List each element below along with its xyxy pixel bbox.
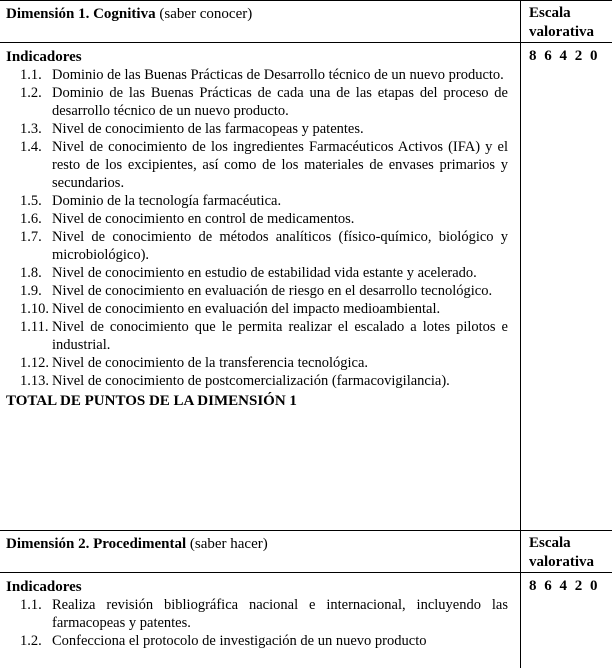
indicator-text: Nivel de conocimiento que le permita realizar el escalado a lotes pilotos e industrial. (52, 318, 508, 354)
dimension-2-indicators-cell (0, 573, 521, 668)
dimension-2-indicators-label: Indicadores (6, 578, 514, 596)
dimension-1-scale-values: 8 6 4 2 0 (529, 48, 598, 64)
dimension-1-indicator-item (6, 372, 514, 390)
dimension-2-title-bold: Dimensión 2. Procedimental (6, 536, 186, 552)
indicator-text: Nivel de conocimiento en control de medicamentos. (52, 210, 508, 228)
dimension-1-title-normal: (saber conocer) (156, 6, 253, 22)
dimension-2-table (0, 530, 612, 668)
dimension-1-indicator-item (6, 354, 514, 372)
dimension-1-indicator-item (6, 318, 514, 354)
dimension-1-indicator-item (6, 84, 514, 120)
indicator-text: Nivel de conocimiento de postcomercialización (farmacovigilancia). (52, 372, 508, 390)
dimension-2-scale-values: 8 6 4 2 0 (529, 578, 598, 594)
indicator-number: 1.12. (6, 354, 52, 372)
indicator-text: Nivel de conocimiento de los ingredientes Farmacéuticos Activos (IFA) y el resto de los excipientes, así como de los materiales de envases primarios y secundarios. (52, 138, 508, 192)
indicator-text: Nivel de conocimiento de métodos analíticos (físico-químico, biológico y microbiológico). (52, 228, 508, 264)
indicator-number: 1.10. (6, 300, 52, 318)
dimension-1-title-bold: Dimensión 1. Cognitiva (6, 6, 156, 22)
indicator-text: Dominio de las Buenas Prácticas de Desarrollo técnico de un nuevo producto. (52, 66, 508, 84)
dimension-2-indicator-item (6, 596, 514, 632)
indicator-number: 1.4. (6, 138, 52, 192)
dimension-2-header-row (0, 531, 612, 573)
indicator-text: Nivel de conocimiento en estudio de estabilidad vida estante y acelerado. (52, 264, 508, 282)
dimension-2-indicator-item (6, 632, 514, 650)
indicator-number: 1.11. (6, 318, 52, 354)
indicator-number: 1.3. (6, 120, 52, 138)
dimension-1-indicator-item (6, 138, 514, 192)
dimension-2-body-row (0, 573, 612, 668)
dimension-1-indicator-item (6, 228, 514, 264)
dimension-1-body-row (0, 43, 612, 537)
indicator-number: 1.8. (6, 264, 52, 282)
dimension-1-indicator-item (6, 264, 514, 282)
dimension-1-scale-header: Escala valorativa (521, 1, 612, 43)
indicator-number: 1.2. (6, 632, 52, 650)
dimension-1-scale-cell (521, 43, 612, 537)
dimension-2-indicator-list (6, 596, 514, 650)
dimension-1-indicator-item (6, 282, 514, 300)
dimension-2-title (0, 531, 521, 573)
dimension-2-scale-cell (521, 573, 612, 668)
indicator-number: 1.5. (6, 192, 52, 210)
indicator-text: Dominio de la tecnología farmacéutica. (52, 192, 508, 210)
dimension-1-indicator-list (6, 66, 514, 390)
dimension-1-indicators-cell (0, 43, 521, 537)
indicator-number: 1.7. (6, 228, 52, 264)
dimension-1-title (0, 1, 521, 43)
indicator-text: Nivel de conocimiento en evaluación de riesgo en el desarrollo tecnológico. (52, 282, 508, 300)
dimension-1-indicators-label: Indicadores (6, 48, 514, 66)
indicator-number: 1.9. (6, 282, 52, 300)
indicator-number: 1.13. (6, 372, 52, 390)
indicator-text: Nivel de conocimiento de la transferencia tecnológica. (52, 354, 508, 372)
dimension-1-indicator-item (6, 300, 514, 318)
dimension-1-header-row (0, 1, 612, 43)
dimension-1-indicator-item (6, 192, 514, 210)
indicator-number: 1.1. (6, 66, 52, 84)
dimension-1-total-label: TOTAL DE PUNTOS DE LA DIMENSIÓN 1 (6, 391, 514, 411)
dimension-2-title-normal: (saber hacer) (186, 536, 268, 552)
dimension-1-indicator-item (6, 210, 514, 228)
indicator-number: 1.1. (6, 596, 52, 632)
indicator-text: Confecciona el protocolo de investigación de un nuevo producto (52, 632, 508, 650)
indicator-text: Realiza revisión bibliográfica nacional e internacional, incluyendo las farmacopeas y patentes. (52, 596, 508, 632)
indicator-number: 1.2. (6, 84, 52, 120)
indicator-text: Dominio de las Buenas Prácticas de cada una de las etapas del proceso de desarrollo técnico de un nuevo producto. (52, 84, 508, 120)
indicator-number: 1.6. (6, 210, 52, 228)
indicator-text: Nivel de conocimiento de las farmacopeas y patentes. (52, 120, 508, 138)
dimension-1-indicator-item (6, 66, 514, 84)
dimension-1-indicator-item (6, 120, 514, 138)
indicator-text: Nivel de conocimiento en evaluación del impacto medioambiental. (52, 300, 508, 318)
dimension-2-scale-header: Escala valorativa (521, 531, 612, 573)
